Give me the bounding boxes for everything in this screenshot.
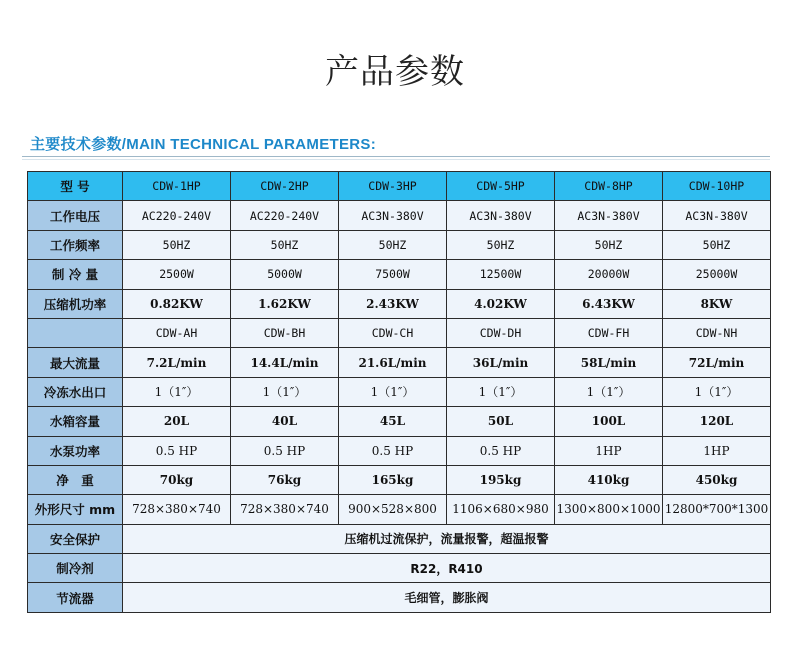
divider	[22, 156, 770, 157]
table-cell: 20000W	[555, 260, 663, 289]
table-cell: AC3N-380V	[555, 201, 663, 230]
table-cell: 4.02KW	[447, 289, 555, 318]
table-cell: 12500W	[447, 260, 555, 289]
model-label: 型 号	[28, 172, 123, 201]
row-label: 冷冻水出口	[28, 377, 123, 406]
table-cell: 36L/min	[447, 348, 555, 377]
table-cell: 6.43KW	[555, 289, 663, 318]
table-cell: 450kg	[663, 465, 771, 494]
merged-cell: 毛细管，膨胀阀	[123, 583, 771, 612]
table-cell: 1106×680×980	[447, 495, 555, 524]
table-cell: CDW-CH	[339, 318, 447, 347]
table-cell: CDW-DH	[447, 318, 555, 347]
table-cell: 900×528×800	[339, 495, 447, 524]
row-label: 水箱容量	[28, 407, 123, 436]
row-label: 制 冷 量	[28, 260, 123, 289]
table-cell: 1（1″）	[555, 377, 663, 406]
table-cell: CDW-AH	[123, 318, 231, 347]
row-label: 节流器	[28, 583, 123, 612]
row-label: 工作电压	[28, 201, 123, 230]
row-label: 净 重	[28, 465, 123, 494]
table-cell: 40L	[231, 407, 339, 436]
divider	[22, 159, 770, 160]
row-label: 安全保护	[28, 524, 123, 553]
table-cell: 728×380×740	[231, 495, 339, 524]
row-label: 外形尺寸 mm	[28, 495, 123, 524]
table-cell: 1（1″）	[447, 377, 555, 406]
table-cell: 195kg	[447, 465, 555, 494]
parameters-table	[27, 171, 771, 613]
table-row	[28, 524, 771, 553]
table-cell: 58L/min	[555, 348, 663, 377]
table-row	[28, 495, 771, 524]
table-cell: 12800*700*1300	[663, 495, 771, 524]
table-cell: AC220-240V	[231, 201, 339, 230]
model-cell: CDW-2HP	[231, 172, 339, 201]
model-cell: CDW-5HP	[447, 172, 555, 201]
table-cell: 0.82KW	[123, 289, 231, 318]
table-cell: 165kg	[339, 465, 447, 494]
table-row	[28, 554, 771, 583]
table-cell: 410kg	[555, 465, 663, 494]
table-cell: 100L	[555, 407, 663, 436]
table-row	[28, 436, 771, 465]
table-cell: 0.5 HP	[231, 436, 339, 465]
table-cell: AC220-240V	[123, 201, 231, 230]
page-title: 产品参数	[325, 52, 465, 92]
table-cell: 70kg	[123, 465, 231, 494]
table-row	[28, 407, 771, 436]
table-row	[28, 465, 771, 494]
table-cell: 1（1″）	[339, 377, 447, 406]
table-cell: 50HZ	[555, 230, 663, 259]
table-cell: 8KW	[663, 289, 771, 318]
table-cell: 0.5 HP	[447, 436, 555, 465]
table-cell: AC3N-380V	[339, 201, 447, 230]
table-cell: 1（1″）	[663, 377, 771, 406]
row-label: 水泵功率	[28, 436, 123, 465]
model-cell: CDW-1HP	[123, 172, 231, 201]
table-cell: 50HZ	[447, 230, 555, 259]
table-cell: 7.2L/min	[123, 348, 231, 377]
table-cell: 1（1″）	[123, 377, 231, 406]
table-row	[28, 318, 771, 347]
table-cell: 76kg	[231, 465, 339, 494]
table-cell: 1HP	[663, 436, 771, 465]
table-cell: 728×380×740	[123, 495, 231, 524]
model-cell: CDW-8HP	[555, 172, 663, 201]
table-cell: 1300×800×1000	[555, 495, 663, 524]
row-label: 制冷剂	[28, 554, 123, 583]
table-cell: 0.5 HP	[339, 436, 447, 465]
table-row	[28, 377, 771, 406]
table-cell: 20L	[123, 407, 231, 436]
table-cell: 7500W	[339, 260, 447, 289]
table-cell: 1（1″）	[231, 377, 339, 406]
table-cell: CDW-NH	[663, 318, 771, 347]
table-header-row	[28, 172, 771, 201]
table-cell: 25000W	[663, 260, 771, 289]
table-row	[28, 230, 771, 259]
table-cell: 5000W	[231, 260, 339, 289]
table-cell: 2500W	[123, 260, 231, 289]
table-cell: 50HZ	[339, 230, 447, 259]
table-cell: CDW-FH	[555, 318, 663, 347]
table-cell: 14.4L/min	[231, 348, 339, 377]
table-row	[28, 583, 771, 612]
table-cell: AC3N-380V	[447, 201, 555, 230]
table-cell: 120L	[663, 407, 771, 436]
merged-cell: R22，R410	[123, 554, 771, 583]
row-label: 工作频率	[28, 230, 123, 259]
table-cell: AC3N-380V	[663, 201, 771, 230]
table-cell: 50HZ	[123, 230, 231, 259]
table-cell: 21.6L/min	[339, 348, 447, 377]
merged-cell: 压缩机过流保护，流量报警，超温报警	[123, 524, 771, 553]
section-title: 主要技术参数/MAIN TECHNICAL PARAMETERS:	[30, 136, 377, 153]
table-cell: 2.43KW	[339, 289, 447, 318]
table-cell: 1.62KW	[231, 289, 339, 318]
table-cell: 50HZ	[231, 230, 339, 259]
table-cell: 50HZ	[663, 230, 771, 259]
table-cell: CDW-BH	[231, 318, 339, 347]
table-cell: 72L/min	[663, 348, 771, 377]
row-label: 最大流量	[28, 348, 123, 377]
model-cell: CDW-10HP	[663, 172, 771, 201]
row-label	[28, 318, 123, 347]
table-row	[28, 289, 771, 318]
model-cell: CDW-3HP	[339, 172, 447, 201]
table-row	[28, 260, 771, 289]
row-label: 压缩机功率	[28, 289, 123, 318]
table-cell: 0.5 HP	[123, 436, 231, 465]
table-cell: 1HP	[555, 436, 663, 465]
table-row	[28, 348, 771, 377]
table-cell: 45L	[339, 407, 447, 436]
table-cell: 50L	[447, 407, 555, 436]
table-row	[28, 201, 771, 230]
